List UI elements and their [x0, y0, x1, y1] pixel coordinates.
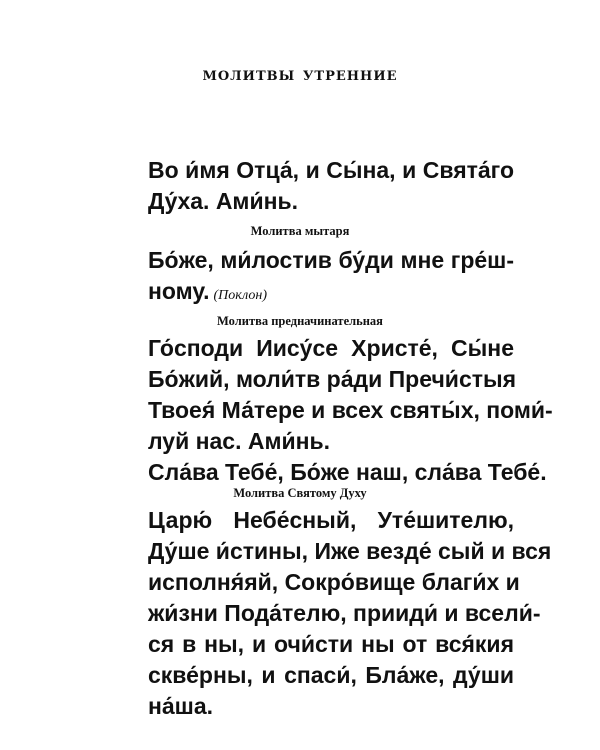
- invocation-line-1: Во и́мя Отца́, и Сы́на, и Свята́го: [148, 157, 514, 183]
- opening-line-5: Сла́ва Тебе́, Бо́же наш, сла́ва Тебе́.: [148, 459, 547, 485]
- opening-line-2: Бо́жий, моли́тв ра́ди Пречи́стыя: [148, 366, 517, 392]
- opening-line-1: Го́споди Иису́се Христе́, Сы́не: [148, 335, 514, 361]
- opening-line-4: луй нас. Ами́нь.: [148, 428, 331, 454]
- publican-line-1: Бо́же, ми́лостив бу́ди мне гре́ш-: [148, 247, 514, 273]
- publican-prayer-block: [148, 245, 514, 311]
- invocation-block: [148, 155, 514, 217]
- holy-spirit-line-3: исполня́яй, Сокро́вище благи́х и: [148, 569, 520, 595]
- holy-spirit-line-2: Ду́ше и́стины, Иже везде́ сый и вся: [148, 538, 552, 564]
- section-title-holy-spirit: Молитва Святому Духу: [233, 486, 367, 500]
- section-title-publican: Молитва мытаря: [250, 224, 350, 238]
- opening-line-3: Твоея́ Ма́тере и всех святы́х, поми́-: [148, 397, 553, 423]
- section-title-opening: Молитва предначинательная: [217, 314, 383, 328]
- holy-spirit-line-4: жи́зни Пода́телю, прииди́ и всели́-: [148, 600, 541, 626]
- holy-spirit-line-5: ся в ны, и очи́сти ны от вся́кия: [148, 631, 514, 657]
- holy-spirit-line-7: на́ша.: [148, 693, 214, 719]
- invocation-line-2: Ду́ха. Ами́нь.: [148, 188, 299, 214]
- bow-note: (Поклон): [213, 288, 267, 303]
- opening-prayer-block: [148, 333, 553, 488]
- publican-line-2-wrap: [148, 276, 514, 311]
- publican-line-2: ному.: [148, 278, 210, 304]
- holy-spirit-line-6: скве́рны, и спаси́, Бла́же, ду́ши: [148, 662, 514, 688]
- page-header-title: молитвы утренние: [202, 63, 398, 85]
- holy-spirit-line-1: Царю́ Небе́сный, Уте́шителю,: [148, 507, 514, 533]
- holy-spirit-prayer-block: [148, 505, 552, 722]
